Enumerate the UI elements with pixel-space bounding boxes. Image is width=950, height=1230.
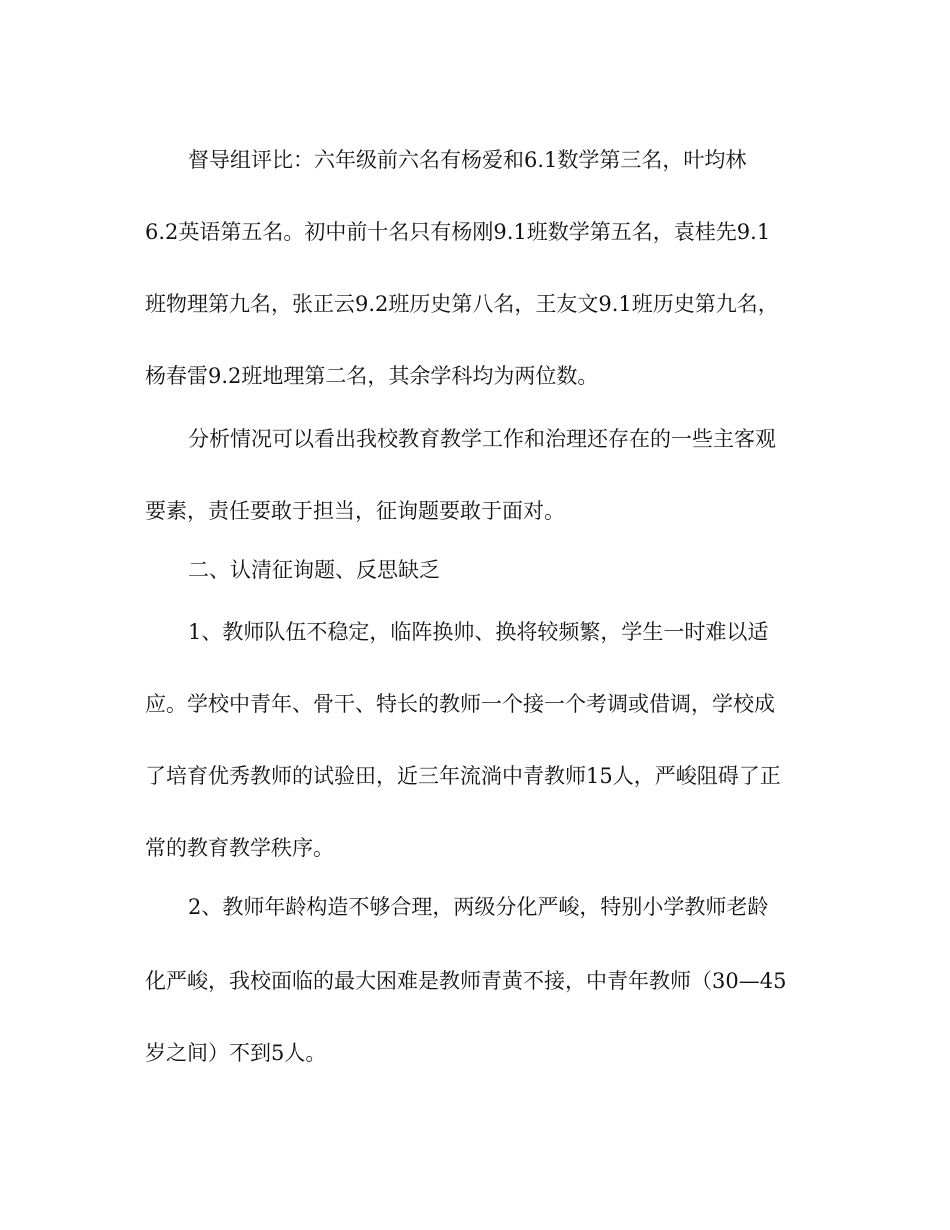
paragraph-1-line-3: 班物理第九名，张正云9.2班历史第八名，王友文9.1班历史第九名， [145, 292, 779, 316]
section-heading: 二、认清征询题、反思缺乏 [188, 558, 440, 582]
paragraph-1-line-4: 杨春雷9.2班地理第二名，其余学科均为两位数。 [145, 364, 599, 388]
paragraph-3-line-3: 了培育优秀教师的试验田，近三年流淌中青教师15人，严峻阻碍了正 [145, 764, 781, 788]
paragraph-3-line-4: 常的教育教学秩序。 [145, 836, 334, 860]
paragraph-3-line-2: 应。学校中青年、骨干、特长的教师一个接一个考调或借调，学校成 [145, 692, 775, 716]
paragraph-4-line-1: 2、教师年龄构造不够合理，两级分化严峻，特别小学教师老龄 [188, 895, 769, 919]
paragraph-1-line-1: 督导组评比：六年级前六名有杨爱和6.1数学第三名，叶均林 [188, 148, 747, 172]
paragraph-4-line-3: 岁之间）不到5人。 [145, 1041, 327, 1065]
paragraph-3-line-1: 1、教师队伍不稳定，临阵换帅、换将较频繁，学生一时难以适 [188, 620, 769, 644]
paragraph-4-line-2: 化严峻，我校面临的最大困难是教师青黄不接，中青年教师（30—45 [145, 969, 787, 993]
paragraph-2-line-1: 分析情况可以看出我校教育教学工作和治理还存在的一些主客观 [188, 427, 776, 451]
paragraph-1-line-2: 6.2英语第五名。初中前十名只有杨刚9.1班数学第五名，袁桂先9.1 [145, 220, 771, 244]
paragraph-2-line-2: 要素，责任要敢于担当，征询题要敢于面对。 [145, 499, 565, 523]
